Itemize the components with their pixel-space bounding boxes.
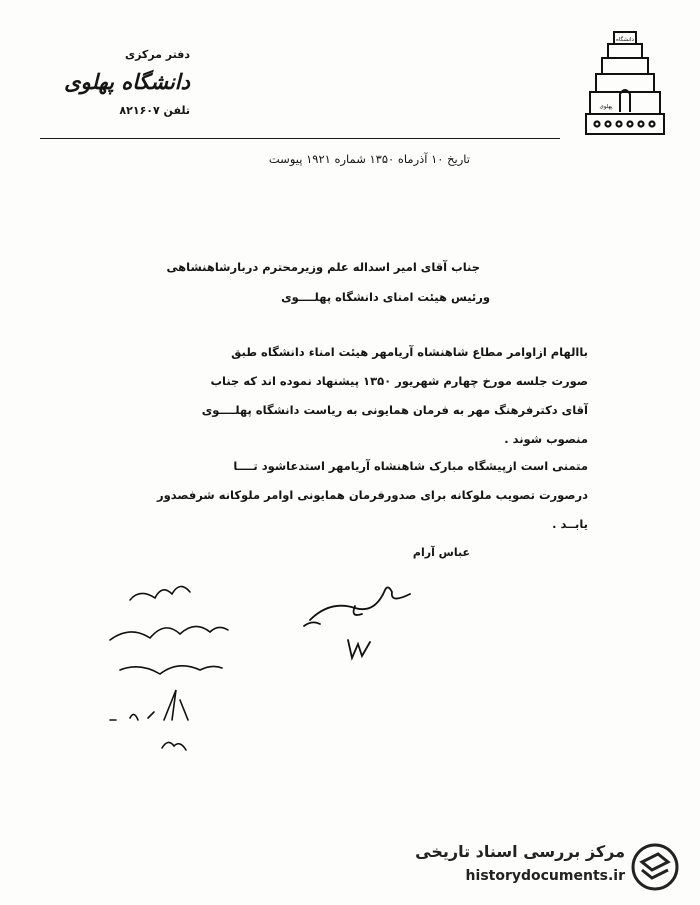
emblem-text-side: پهلوی	[599, 104, 613, 110]
addressee-line-2: ورئیس هیئت امنای دانشگاه پهلــــوی	[281, 290, 490, 304]
watermark-url: historydocuments.ir	[465, 868, 625, 884]
addressee-line-1: جناب آقای امیر اسداله علم وزیرمحترم دربارشاهنشاهی	[166, 260, 480, 274]
university-emblem-icon	[580, 28, 670, 140]
body-paragraph-1	[108, 338, 588, 454]
office-label: دفتر مرکزی	[125, 48, 190, 61]
body-line: منصوب شوند .	[504, 432, 588, 446]
watermark-persian: مرکز بررسی اسناد تاریخی	[415, 842, 625, 861]
body-line: باالهام ازاوامر مطاع شاهنشاه آریامهر هیئت امناء دانشگاه طبق	[231, 345, 588, 359]
letterhead-rule	[40, 138, 560, 139]
signature-icon	[300, 570, 420, 670]
body-line: صورت جلسه مورخ چهارم شهریور ۱۳۵۰ پیشنهاد نموده اند که جناب	[210, 374, 588, 388]
emblem-text-top: دانشگاه	[615, 37, 635, 43]
handwritten-margin-notes-icon	[100, 570, 250, 760]
body-line: متمنی است ازپیشگاه مبارک شاهنشاه آریامهر استدعاشود تــــا	[233, 459, 588, 473]
archive-logo-icon	[628, 840, 682, 894]
body-line: آقای دکترفرهنگ مهر به فرمان همایونی به ریاست دانشگاه پهلــــوی	[201, 403, 588, 417]
phone-number: تلفن ۸۲۱۶۰۷	[119, 104, 190, 117]
body-line: درصورت تصویب ملوکانه برای صدورفرمان همایونی اوامر ملوکانه شرفصدور	[157, 488, 588, 502]
letterhead-left	[40, 48, 190, 117]
signer-name: عباس آرام	[412, 546, 470, 559]
university-name: دانشگاه پهلوی	[64, 69, 190, 94]
body-line: یابــد .	[552, 517, 588, 531]
body-paragraph-2	[108, 452, 588, 539]
date-number-line: تاریخ ۱۰ آذرماه ۱۳۵۰ شماره ۱۹۲۱ پیوست	[268, 152, 470, 166]
